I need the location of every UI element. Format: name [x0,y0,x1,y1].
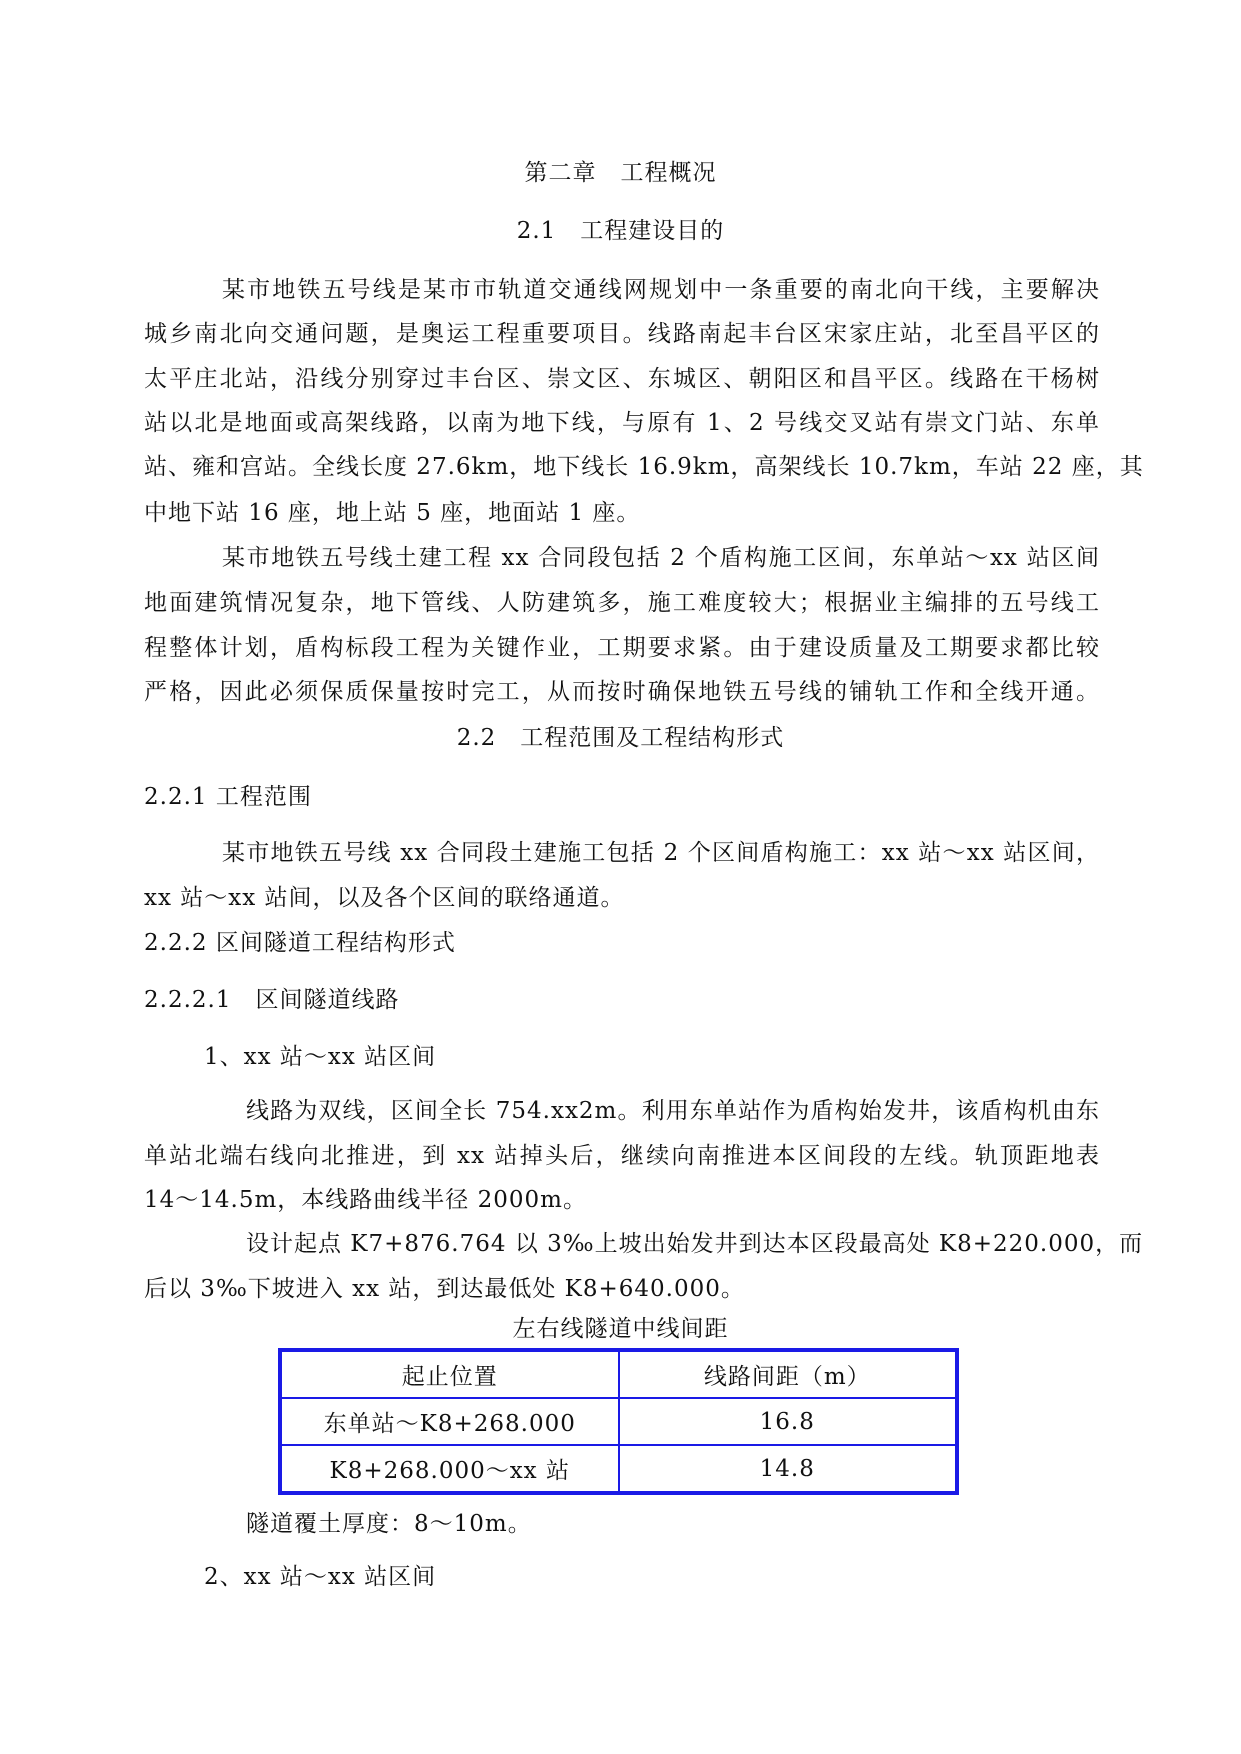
table-caption: 左右线隧道中线间距 [512,1316,729,1342]
item-1-title: 1、xx 站～xx 站区间 [204,1044,437,1070]
section-2-2-2-title: 2.2.2 区间隧道工程结构形式 [144,930,456,956]
chapter-title: 第二章 工程概况 [524,160,717,186]
para-2-1b-line: 程整体计划，盾构标段工程为关键作业，工期要求紧。由于建设质量及工期要求都比较 [144,635,1100,661]
para-2-1-line: 某市地铁五号线是某市市轨道交通线网规划中一条重要的南北向干线，主要解决 [222,277,1100,303]
distance-table [278,1348,959,1495]
section-2-2-title: 2.2 工程范围及工程结构形式 [456,725,785,751]
para-2-1b-line: 某市地铁五号线土建工程 xx 合同段包括 2 个盾构施工区间，东单站～xx 站区间 [222,545,1100,571]
table-header-cell: 线路间距（m） [619,1350,958,1398]
para-2-1b-line: 地面建筑情况复杂，地下管线、人防建筑多，施工难度较大；根据业主编排的五号线工 [144,590,1100,616]
para-2-2-1-line: 某市地铁五号线 xx 合同段土建施工包括 2 个区间盾构施工：xx 站～xx 站区间， [222,840,1100,866]
item-1-para2-line: 后以 3‰下坡进入 xx 站，到达最低处 K8+640.000。 [144,1276,745,1302]
para-2-1b-line: 严格，因此必须保质保量按时完工，从而按时确保地铁五号线的铺轨工作和全线开通。 [144,679,1100,705]
item-1-para-line: 单站北端右线向北推进，到 xx 站掉头后，继续向南推进本区间段的左线。轨顶距地表 [144,1143,1100,1169]
item-2-title: 2、xx 站～xx 站区间 [204,1564,437,1590]
item-1-para2-line: 设计起点 K7+876.764 以 3‰上坡出始发井到达本区段最高处 K8+220.000，而 [246,1231,1144,1257]
table-header-cell: 起止位置 [280,1350,619,1398]
section-2-2-1-title: 2.2.1 工程范围 [144,784,312,810]
section-2-1-title: 2.1 工程建设目的 [516,218,725,244]
item-1-para-line: 14～14.5m，本线路曲线半径 2000m。 [144,1187,587,1213]
para-2-1-line: 太平庄北站，沿线分别穿过丰台区、崇文区、东城区、朝阳区和昌平区。线路在干杨树 [144,366,1100,392]
item-1-para-line: 线路为双线，区间全长 754.xx2m。利用东单站作为盾构始发井，该盾构机由东 [246,1098,1100,1124]
table-cell: 东单站～K8+268.000 [280,1398,619,1445]
para-2-1-line: 站、雍和宫站。全线长度 27.6km，地下线长 16.9km，高架线长 10.7km，车站 22 座，其 [144,454,1144,480]
table-cell: 16.8 [619,1398,958,1445]
para-2-1-line: 城乡南北向交通问题，是奥运工程重要项目。线路南起丰台区宋家庄站，北至昌平区的 [144,321,1100,347]
table-row [280,1398,957,1445]
table-row [280,1445,957,1493]
cover-thickness: 隧道覆土厚度：8～10m。 [246,1511,532,1537]
table-cell: K8+268.000～xx 站 [280,1445,619,1493]
table-cell: 14.8 [619,1445,958,1493]
para-2-1-line: 站以北是地面或高架线路，以南为地下线，与原有 1、2 号线交叉站有崇文门站、东单 [144,410,1100,436]
para-2-2-1-line: xx 站～xx 站间，以及各个区间的联络通道。 [144,885,625,911]
table-header-row [280,1350,957,1398]
section-2-2-2-1-title: 2.2.2.1 区间隧道线路 [144,987,400,1013]
para-2-1-line: 中地下站 16 座，地上站 5 座，地面站 1 座。 [144,500,641,526]
